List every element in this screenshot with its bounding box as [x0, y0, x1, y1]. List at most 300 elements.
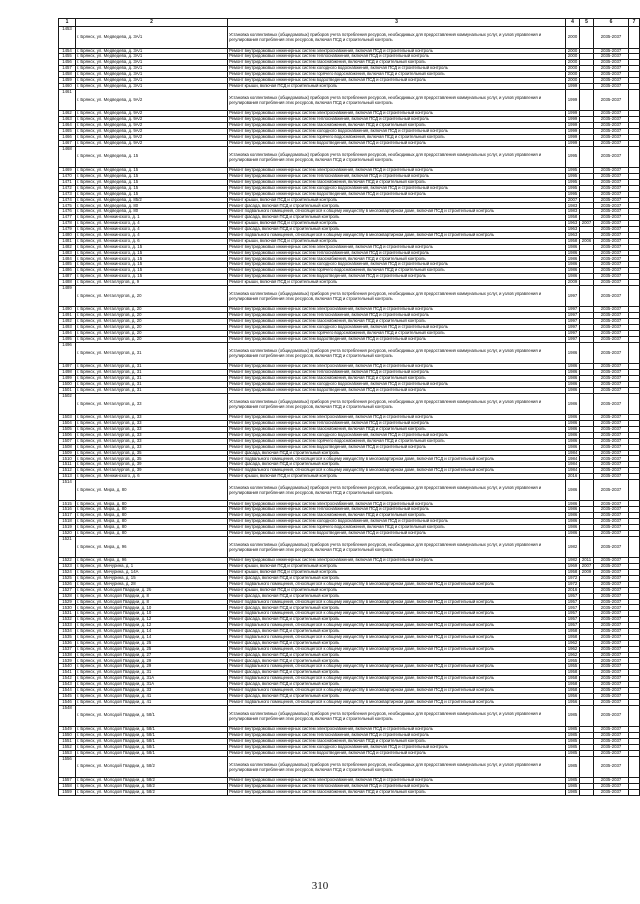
- cell-year-built: 1986: [566, 415, 580, 421]
- cell-planned-period: 2035-2037: [594, 778, 629, 784]
- cell-year-built: 1986: [566, 530, 580, 536]
- cell-year-built: 1986: [566, 513, 580, 519]
- cell-work-type: Ремонт подвального помещения, относящегося к общему имуществу в многоквартирном доме, включая ПСД и строительный контроль: [228, 232, 566, 238]
- cell-row-number: 1460: [59, 83, 76, 89]
- cell-address: г. Брянск, ул. Металлургов, д. 20: [76, 307, 228, 313]
- cell-address: г. Брянск, ул. Молодой Гвардии, д. 33: [76, 687, 228, 693]
- cell-work-type: Ремонт внутридомовых инженерных систем газоснабжения, включая ПСД и строительный контроль: [228, 256, 566, 262]
- cell-year-built: 1986: [566, 274, 580, 280]
- cell-row-number: 1490: [59, 307, 76, 313]
- cell-year-built: 1986: [566, 268, 580, 274]
- cell-row-number: 1462: [59, 111, 76, 117]
- table-row: [59, 146, 640, 168]
- cell-row-number: 1472: [59, 185, 76, 191]
- cell-work-type: Ремонт крыши, включая ПСД и строительный контроль: [228, 238, 566, 244]
- header-col-7: 7: [629, 19, 640, 27]
- cell-address: г. Брянск, ул. Молодой Гвардии, д. 10: [76, 605, 228, 611]
- cell-address: г. Брянск, ул. Медведева, д. 3А/1: [76, 83, 228, 89]
- cell-year-built: 1958: [566, 676, 580, 682]
- cell-row-number: 1551: [59, 738, 76, 744]
- cell-planned-period: 2035-2037: [594, 699, 629, 705]
- cell-notes: [629, 146, 640, 168]
- cell-planned-period: 2035-2037: [594, 66, 629, 72]
- cell-address: г. Брянск, ул. Молодой Гвардии, д. 14: [76, 634, 228, 640]
- cell-work-type: Ремонт крыши, включая ПСД и строительный контроль: [228, 280, 566, 286]
- cell-address: г. Брянск, ул. Металлургов, д. 33: [76, 444, 228, 450]
- cell-row-number: 1531: [59, 611, 76, 617]
- header-col-2: 2: [76, 19, 228, 27]
- cell-year-built: 2000: [566, 54, 580, 60]
- cell-address: г. Брянск, ул. Мира, д. 80: [76, 501, 228, 507]
- cell-address: г. Брянск, ул. Молодой Гвардии, д. 29: [76, 664, 228, 670]
- cell-address: г. Брянск, ул. Металлургов, д. 9: [76, 280, 228, 286]
- cell-address: г. Брянск, ул. Менжинского, д. 15: [76, 256, 228, 262]
- cell-work-type: Ремонт подвального помещения, относящегося к общему имуществу в многоквартирном доме, включая ПСД и строительный контроль: [228, 611, 566, 617]
- cell-planned-period: 2035-2037: [594, 530, 629, 536]
- cell-work-type: Ремонт подвального помещения, относящегося к общему имуществу в многоквартирном доме, включая ПСД и строительный контроль: [228, 664, 566, 670]
- cell-year-built: 1957: [566, 593, 580, 599]
- cell-year-built: 1999: [566, 117, 580, 123]
- cell-address: г. Брянск, ул. Металлургов, д. 39: [76, 462, 228, 468]
- cell-work-type: Ремонт подвального помещения, относящегося к общему имуществу в многоквартирном доме, включая ПСД и строительный контроль: [228, 687, 566, 693]
- cell-row-number: 1481: [59, 238, 76, 244]
- header-col-6: 6: [594, 19, 629, 27]
- cell-row-number: 1464: [59, 123, 76, 129]
- cell-address: г. Брянск, ул. Металлургов, д. 20: [76, 330, 228, 336]
- cell-address: г. Брянск, ул. Молодой Гвардии, д. 58/1: [76, 732, 228, 738]
- cell-planned-period: 2035-2037: [594, 268, 629, 274]
- cell-row-number: 1546: [59, 699, 76, 705]
- cell-planned-period: 2035-2037: [594, 789, 629, 795]
- cell-year-built: 1957: [566, 599, 580, 605]
- cell-planned-period: 2035-2037: [594, 629, 629, 635]
- cell-work-type: Ремонт фасада, включая ПСД и строительный контроль: [228, 450, 566, 456]
- cell-work-type: Ремонт фасада, включая ПСД и строительный контроль: [228, 652, 566, 658]
- cell-row-number: 1553: [59, 750, 76, 756]
- cell-planned-period: 2035-2037: [594, 250, 629, 256]
- cell-year-built: 1986: [566, 393, 580, 415]
- header-col-4: 4: [566, 19, 580, 27]
- cell-planned-period: 2035-2037: [594, 280, 629, 286]
- cell-row-number: 1479: [59, 226, 76, 232]
- cell-row-number: 1522: [59, 558, 76, 564]
- cell-row-number: 1456: [59, 60, 76, 66]
- cell-year-last-repair: [580, 89, 594, 111]
- cell-address: г. Брянск, ул. Медведева, д. 15: [76, 179, 228, 185]
- cell-planned-period: 2035-2037: [594, 185, 629, 191]
- cell-year-built: 1962: [566, 646, 580, 652]
- cell-work-type: Ремонт внутридомовых инженерных систем теплоснабжения, включая ПСД и строительный контроль: [228, 54, 566, 60]
- cell-notes: [629, 705, 640, 727]
- cell-year-built: 2016: [566, 587, 580, 593]
- cell-address: г. Брянск, ул. Молодой Гвардии, д. 31А: [76, 682, 228, 688]
- cell-address: г. Брянск, ул. Мира, д. 96: [76, 558, 228, 564]
- cell-work-type: Ремонт внутридомовых инженерных систем теплоснабжения, включая ПСД и строительный контроль: [228, 732, 566, 738]
- cell-year-built: 1986: [566, 244, 580, 250]
- cell-work-type: Ремонт внутридомовых инженерных систем холодного водоснабжения, включая ПСД и строительный контроль: [228, 432, 566, 438]
- cell-row-number: 1455: [59, 54, 76, 60]
- cell-work-type: Ремонт внутридомовых инженерных систем теплоснабжения, включая ПСД и строительный контроль: [228, 117, 566, 123]
- cell-row-number: 1483: [59, 250, 76, 256]
- cell-year-built: 1958: [566, 670, 580, 676]
- cell-address: г. Брянск, ул. Мичурина, д. 14А: [76, 570, 228, 576]
- cell-address: г. Брянск, ул. Медведева, д. 9А/2: [76, 123, 228, 129]
- cell-work-type: Ремонт внутридомовых инженерных систем электроснабжения, включая ПСД и строительный контроль: [228, 501, 566, 507]
- cell-address: г. Брянск, ул. Мичурина, д. 15: [76, 576, 228, 582]
- cell-address: г. Брянск, ул. Металлургов, д. 20: [76, 319, 228, 325]
- cell-work-type: Ремонт фасада, включая ПСД и строительный контроль: [228, 682, 566, 688]
- cell-planned-period: 2035-2037: [594, 123, 629, 129]
- cell-work-type: Ремонт подвального помещения, относящегося к общему имуществу в многоквартирном доме, включая ПСД и строительный контроль: [228, 699, 566, 705]
- cell-address: г. Брянск, ул. Медведева, д. 9А/2: [76, 111, 228, 117]
- cell-planned-period: 2035-2037: [594, 462, 629, 468]
- cell-planned-period: 2035-2037: [594, 168, 629, 174]
- cell-row-number: 1512: [59, 468, 76, 474]
- cell-year-built: 1997: [566, 319, 580, 325]
- cell-address: г. Брянск, ул. Металлургов, д. 33: [76, 415, 228, 421]
- cell-year-last-repair: [580, 393, 594, 415]
- cell-work-type: Установка коллективных (общедомовых) приборов учета потребления ресурсов, необходимых для предоставления коммунальных услуг, и узлов управления и регулирования потребления этих ресурсов, включая ПСД и строительный контроль: [228, 705, 566, 727]
- cell-planned-period: 2035-2037: [594, 421, 629, 427]
- cell-address: г. Брянск, ул. Молодой Гвардии, д. 12: [76, 617, 228, 623]
- cell-address: г. Брянск, ул. Металлургов, д. 20: [76, 313, 228, 319]
- cell-planned-period: 2035-2037: [594, 54, 629, 60]
- cell-planned-period: 2035-2037: [594, 468, 629, 474]
- cell-work-type: Ремонт подвального помещения, относящегося к общему имуществу в многоквартирном доме, включая ПСД и строительный контроль: [228, 599, 566, 605]
- cell-row-number: 1504: [59, 421, 76, 427]
- cell-row-number: 1468: [59, 146, 76, 168]
- cell-address: г. Брянск, ул. Медведева, д. 3А/1: [76, 72, 228, 78]
- cell-year-built: 1995: [566, 185, 580, 191]
- cell-work-type: Ремонт внутридомовых инженерных систем горячего водоснабжения, включая ПСД и строительный контроль: [228, 72, 566, 78]
- cell-planned-period: 2035-2037: [594, 456, 629, 462]
- cell-year-built: 2000: [566, 27, 580, 49]
- cell-year-built: 1985: [566, 750, 580, 756]
- cell-row-number: 1538: [59, 652, 76, 658]
- cell-work-type: Ремонт внутридомовых инженерных систем водоотведения, включая ПСД и строительный контроль: [228, 387, 566, 393]
- cell-address: г. Брянск, ул. Металлургов, д. 33: [76, 426, 228, 432]
- cell-planned-period: 2035-2037: [594, 501, 629, 507]
- cell-work-type: Ремонт внутридомовых инженерных систем холодного водоснабжения, включая ПСД и строительный контроль: [228, 744, 566, 750]
- cell-year-built: 1983: [566, 203, 580, 209]
- cell-planned-period: 2035-2037: [594, 319, 629, 325]
- cell-planned-period: 2035-2037: [594, 611, 629, 617]
- cell-address: г. Брянск, ул. Металлургов, д. 35: [76, 450, 228, 456]
- cell-address: г. Брянск, ул. Металлургов, д. 33: [76, 393, 228, 415]
- cell-address: г. Брянск, ул. Металлургов, д. 35: [76, 456, 228, 462]
- cell-year-built: 1986: [566, 256, 580, 262]
- cell-address: г. Брянск, ул. Молодой Гвардии, д. 58/1: [76, 750, 228, 756]
- cell-work-type: Ремонт внутридомовых инженерных систем теплоснабжения, включая ПСД и строительный контроль: [228, 250, 566, 256]
- cell-row-number: 1527: [59, 587, 76, 593]
- header-row: [59, 19, 640, 27]
- cell-planned-period: 2035-2037: [594, 140, 629, 146]
- cell-year-built: 1995: [566, 173, 580, 179]
- cell-address: г. Брянск, ул. Молодой Гвардии, д. 8: [76, 599, 228, 605]
- cell-address: г. Брянск, ул. Медведева, д. 9А/2: [76, 89, 228, 111]
- cell-year-last-repair: [580, 285, 594, 307]
- cell-planned-period: 2035-2037: [594, 330, 629, 336]
- cell-work-type: Ремонт фасада, включая ПСД и строительный контроль: [228, 617, 566, 623]
- cell-row-number: 1539: [59, 658, 76, 664]
- cell-planned-period: 2035-2037: [594, 393, 629, 415]
- cell-work-type: Ремонт внутридомовых инженерных систем газоснабжения, включая ПСД и строительный контроль: [228, 179, 566, 185]
- cell-row-number: 1549: [59, 727, 76, 733]
- cell-year-last-repair: [580, 27, 594, 49]
- cell-work-type: Ремонт внутридомовых инженерных систем электроснабжения, включая ПСД и строительный контроль: [228, 364, 566, 370]
- cell-year-built: 1972: [566, 576, 580, 582]
- cell-year-built: 1957: [566, 611, 580, 617]
- cell-planned-period: 2035-2037: [594, 209, 629, 215]
- cell-address: г. Брянск, ул. Менжинского, д. 4: [76, 226, 228, 232]
- cell-work-type: Ремонт фасада, включая ПСД и строительный контроль: [228, 693, 566, 699]
- cell-year-built: 1958: [566, 570, 580, 576]
- cell-row-number: 1475: [59, 203, 76, 209]
- cell-row-number: 1511: [59, 462, 76, 468]
- cell-row-number: 1484: [59, 256, 76, 262]
- table-body: [59, 19, 640, 796]
- cell-planned-period: 2035-2037: [594, 738, 629, 744]
- cell-work-type: Ремонт внутридомовых инженерных систем газоснабжения, включая ПСД и строительный контроль: [228, 123, 566, 129]
- cell-row-number: 1506: [59, 432, 76, 438]
- cell-row-number: 1469: [59, 168, 76, 174]
- cell-row-number: 1473: [59, 191, 76, 197]
- cell-row-number: 1465: [59, 128, 76, 134]
- cell-planned-period: 2035-2037: [594, 564, 629, 570]
- cell-work-type: Ремонт фасада, включая ПСД и строительный контроль: [228, 605, 566, 611]
- cell-year-built: 1983: [566, 209, 580, 215]
- cell-work-type: Установка коллективных (общедомовых) приборов учета потребления ресурсов, необходимых для предоставления коммунальных услуг, и узлов управления и регулирования потребления этих ресурсов, включая ПСД и строительный контроль: [228, 146, 566, 168]
- cell-address: г. Брянск, ул. Мира, д. 96: [76, 536, 228, 558]
- register-sheet: [58, 18, 639, 796]
- cell-planned-period: 2035-2037: [594, 370, 629, 376]
- cell-planned-period: 2035-2037: [594, 676, 629, 682]
- cell-planned-period: 2035-2037: [594, 342, 629, 364]
- cell-work-type: Ремонт внутридомовых инженерных систем электроснабжения, включая ПСД и строительный контроль: [228, 558, 566, 564]
- cell-work-type: Ремонт внутридомовых инженерных систем электроснабжения, включая ПСД и строительный контроль: [228, 111, 566, 117]
- cell-work-type: Ремонт внутридомовых инженерных систем холодного водоснабжения, включая ПСД и строительный контроль: [228, 66, 566, 72]
- cell-notes: [629, 756, 640, 778]
- cell-work-type: Ремонт внутридомовых инженерных систем водоотведения, включая ПСД и строительный контроль: [228, 336, 566, 342]
- cell-planned-period: 2035-2037: [594, 77, 629, 83]
- cell-row-number: 1508: [59, 444, 76, 450]
- cell-work-type: Ремонт внутридомовых инженерных систем теплоснабжения, включая ПСД и строительный контроль: [228, 370, 566, 376]
- cell-row-number: 1476: [59, 209, 76, 215]
- cell-year-last-repair: 2007: [580, 221, 594, 227]
- cell-planned-period: 2035-2037: [594, 325, 629, 331]
- cell-work-type: Ремонт подвального помещения, относящегося к общему имуществу в многоквартирном доме, включая ПСД и строительный контроль: [228, 581, 566, 587]
- cell-work-type: Ремонт внутридомовых инженерных систем электроснабжения, включая ПСД и строительный контроль: [228, 48, 566, 54]
- cell-work-type: Установка коллективных (общедомовых) приборов учета потребления ресурсов, необходимых для предоставления коммунальных услуг, и узлов управления и регулирования потребления этих ресурсов, включая ПСД и строительный контроль: [228, 479, 566, 501]
- cell-year-built: 1997: [566, 307, 580, 313]
- cell-year-built: 1985: [566, 738, 580, 744]
- cell-year-last-repair: 2007: [580, 564, 594, 570]
- cell-year-built: 1963: [566, 226, 580, 232]
- cell-address: г. Брянск, ул. Медведева, д. 15: [76, 173, 228, 179]
- cell-address: г. Брянск, ул. Мира, д. 80: [76, 513, 228, 519]
- cell-planned-period: 2035-2037: [594, 744, 629, 750]
- cell-address: г. Брянск, ул. Металлургов, д. 31: [76, 342, 228, 364]
- cell-work-type: Ремонт подвального помещения, относящегося к общему имуществу в многоквартирном доме, включая ПСД и строительный контроль: [228, 634, 566, 640]
- table-row: [59, 342, 640, 364]
- cell-address: г. Брянск, ул. Медведева, д. 9А/2: [76, 134, 228, 140]
- cell-planned-period: 2035-2037: [594, 525, 629, 531]
- cell-row-number: 1515: [59, 501, 76, 507]
- cell-row-number: 1513: [59, 474, 76, 480]
- cell-planned-period: 2035-2037: [594, 313, 629, 319]
- cell-row-number: 1453: [59, 27, 76, 49]
- cell-planned-period: 2035-2037: [594, 307, 629, 313]
- cell-planned-period: 2035-2037: [594, 285, 629, 307]
- cell-row-number: 1489: [59, 285, 76, 307]
- cell-row-number: 1530: [59, 605, 76, 611]
- cell-planned-period: 2035-2037: [594, 191, 629, 197]
- cell-year-built: 1986: [566, 250, 580, 256]
- cell-address: г. Брянск, ул. Менжинского, д. 4: [76, 221, 228, 227]
- cell-work-type: Ремонт фасада, включая ПСД и строительный контроль: [228, 658, 566, 664]
- cell-year-last-repair: [580, 536, 594, 558]
- cell-planned-period: 2035-2037: [594, 605, 629, 611]
- cell-address: г. Брянск, ул. Молодой Гвардии, д. 58/1: [76, 738, 228, 744]
- cell-row-number: 1516: [59, 507, 76, 513]
- cell-planned-period: 2035-2037: [594, 536, 629, 558]
- cell-address: г. Брянск, ул. Мичурина, д. 1: [76, 564, 228, 570]
- cell-year-built: 1985: [566, 789, 580, 795]
- cell-year-built: 1958: [566, 682, 580, 688]
- cell-year-built: 1986: [566, 364, 580, 370]
- cell-year-built: 1984: [566, 468, 580, 474]
- cell-row-number: 1461: [59, 89, 76, 111]
- cell-planned-period: 2035-2037: [594, 256, 629, 262]
- cell-work-type: Ремонт внутридомовых инженерных систем электроснабжения, включая ПСД и строительный контроль: [228, 244, 566, 250]
- cell-row-number: 1523: [59, 564, 76, 570]
- cell-work-type: Ремонт внутридомовых инженерных систем теплоснабжения, включая ПСД и строительный контроль: [228, 313, 566, 319]
- cell-row-number: 1518: [59, 519, 76, 525]
- cell-address: г. Брянск, ул. Металлургов, д. 20: [76, 325, 228, 331]
- cell-row-number: 1486: [59, 268, 76, 274]
- cell-work-type: Ремонт фасада, включая ПСД и строительный контроль: [228, 226, 566, 232]
- cell-row-number: 1487: [59, 274, 76, 280]
- cell-row-number: 1520: [59, 530, 76, 536]
- cell-planned-period: 2035-2037: [594, 438, 629, 444]
- cell-year-built: 1958: [566, 215, 580, 221]
- cell-work-type: Ремонт внутридомовых инженерных систем электроснабжения, включая ПСД и строительный контроль: [228, 778, 566, 784]
- cell-planned-period: 2035-2037: [594, 179, 629, 185]
- cell-planned-period: 2035-2037: [594, 599, 629, 605]
- cell-planned-period: 2035-2037: [594, 570, 629, 576]
- cell-address: г. Брянск, ул. Молодой Гвардии, д. 8: [76, 593, 228, 599]
- cell-year-built: 1995: [566, 168, 580, 174]
- cell-work-type: Ремонт внутридомовых инженерных систем холодного водоснабжения, включая ПСД и строительный контроль: [228, 325, 566, 331]
- cell-year-built: 1985: [566, 727, 580, 733]
- cell-notes: [629, 89, 640, 111]
- header-col-1: 1: [59, 19, 76, 27]
- cell-row-number: 1499: [59, 376, 76, 382]
- cell-year-built: 1997: [566, 285, 580, 307]
- cell-address: г. Брянск, ул. Молодой Гвардии, д. 29: [76, 658, 228, 664]
- cell-planned-period: 2035-2037: [594, 262, 629, 268]
- cell-year-built: 1955: [566, 658, 580, 664]
- cell-planned-period: 2035-2037: [594, 134, 629, 140]
- cell-address: г. Брянск, ул. Молодой Гвардии, д. 41: [76, 699, 228, 705]
- cell-work-type: Установка коллективных (общедомовых) приборов учета потребления ресурсов, необходимых для предоставления коммунальных услуг, и узлов управления и регулирования потребления этих ресурсов, включая ПСД и строительный контроль: [228, 536, 566, 558]
- cell-work-type: Ремонт фасада, включая ПСД и строительный контроль: [228, 593, 566, 599]
- cell-row-number: 1478: [59, 221, 76, 227]
- cell-work-type: Ремонт фасада, включая ПСД и строительный контроль: [228, 629, 566, 635]
- cell-year-built: 1958: [566, 687, 580, 693]
- cell-address: г. Брянск, ул. Медведева, д. 15: [76, 191, 228, 197]
- cell-year-built: 1958: [566, 238, 580, 244]
- cell-planned-period: 2035-2037: [594, 83, 629, 89]
- cell-work-type: Ремонт внутридомовых инженерных систем горячего водоснабжения, включая ПСД и строительный контроль: [228, 330, 566, 336]
- cell-year-built: 1985: [566, 778, 580, 784]
- cell-work-type: Ремонт внутридомовых инженерных систем водоотведения, включая ПСД и строительный контроль: [228, 274, 566, 280]
- cell-address: г. Брянск, ул. Молодой Гвардии, д. 10: [76, 611, 228, 617]
- cell-planned-period: 2035-2037: [594, 60, 629, 66]
- cell-year-built: 1982: [566, 558, 580, 564]
- cell-work-type: Ремонт крыши, включая ПСД и строительный контроль: [228, 83, 566, 89]
- cell-planned-period: 2035-2037: [594, 111, 629, 117]
- cell-work-type: Установка коллективных (общедомовых) приборов учета потребления ресурсов, необходимых для предоставления коммунальных услуг, и узлов управления и регулирования потребления этих ресурсов, включая ПСД и строительный контроль: [228, 89, 566, 111]
- cell-row-number: 1470: [59, 173, 76, 179]
- cell-year-built: 1986: [566, 444, 580, 450]
- cell-planned-period: 2035-2037: [594, 646, 629, 652]
- cell-row-number: 1526: [59, 581, 76, 587]
- cell-work-type: Ремонт фасада, включая ПСД и строительный контроль: [228, 576, 566, 582]
- cell-planned-period: 2035-2037: [594, 705, 629, 727]
- cell-year-built: 1999: [566, 123, 580, 129]
- cell-address: г. Брянск, ул. Металлургов, д. 31: [76, 381, 228, 387]
- cell-planned-period: 2035-2037: [594, 558, 629, 564]
- cell-planned-period: 2035-2037: [594, 381, 629, 387]
- cell-work-type: Ремонт внутридомовых инженерных систем газоснабжения, включая ПСД и строительный контроль: [228, 319, 566, 325]
- cell-planned-period: 2035-2037: [594, 336, 629, 342]
- cell-year-built: 1986: [566, 507, 580, 513]
- cell-address: г. Брянск, ул. Медведева, д. 85/2: [76, 197, 228, 203]
- cell-planned-period: 2035-2037: [594, 146, 629, 168]
- cell-address: г. Брянск, ул. Мира, д. 80: [76, 525, 228, 531]
- cell-work-type: Ремонт внутридомовых инженерных систем холодного водоснабжения, включая ПСД и строительный контроль: [228, 185, 566, 191]
- cell-work-type: Ремонт внутридомовых инженерных систем газоснабжения, включая ПСД и строительный контроль: [228, 738, 566, 744]
- cell-work-type: Ремонт крыши, включая ПСД и строительный контроль: [228, 570, 566, 576]
- cell-year-built: 1958: [566, 629, 580, 635]
- cell-planned-period: 2035-2037: [594, 519, 629, 525]
- cell-work-type: Ремонт внутридомовых инженерных систем электроснабжения, включая ПСД и строительный контроль: [228, 415, 566, 421]
- cell-year-built: 1957: [566, 623, 580, 629]
- cell-work-type: Ремонт фасада, включая ПСД и строительный контроль: [228, 215, 566, 221]
- cell-row-number: 1454: [59, 48, 76, 54]
- cell-year-built: 1986: [566, 426, 580, 432]
- header-col-5: 5: [580, 19, 594, 27]
- cell-work-type: Установка коллективных (общедомовых) приборов учета потребления ресурсов, необходимых для предоставления коммунальных услуг, и узлов управления и регулирования потребления этих ресурсов, включая ПСД и строительный контроль: [228, 285, 566, 307]
- cell-address: г. Брянск, ул. Медведева, д. 15: [76, 168, 228, 174]
- cell-work-type: Ремонт внутридомовых инженерных систем теплоснабжения, включая ПСД и строительный контроль: [228, 173, 566, 179]
- cell-address: г. Брянск, ул. Медведева, д. 15: [76, 185, 228, 191]
- cell-planned-period: 2035-2037: [594, 89, 629, 111]
- cell-work-type: Ремонт внутридомовых инженерных систем горячего водоснабжения, включая ПСД и строительный контроль: [228, 525, 566, 531]
- cell-work-type: Ремонт внутридомовых инженерных систем холодного водоснабжения, включая ПСД и строительный контроль: [228, 519, 566, 525]
- cell-work-type: Ремонт внутридомовых инженерных систем горячего водоснабжения, включая ПСД и строительный контроль: [228, 438, 566, 444]
- cell-year-built: 2007: [566, 197, 580, 203]
- cell-year-built: 1984: [566, 450, 580, 456]
- cell-year-built: 1997: [566, 330, 580, 336]
- cell-planned-period: 2035-2037: [594, 783, 629, 789]
- cell-row-number: 1500: [59, 381, 76, 387]
- cell-row-number: 1501: [59, 387, 76, 393]
- cell-work-type: Ремонт подвального помещения, относящегося к общему имуществу в многоквартирном доме, включая ПСД и строительный контроль: [228, 209, 566, 215]
- cell-year-last-repair: [580, 789, 594, 795]
- cell-year-built: 1995: [566, 191, 580, 197]
